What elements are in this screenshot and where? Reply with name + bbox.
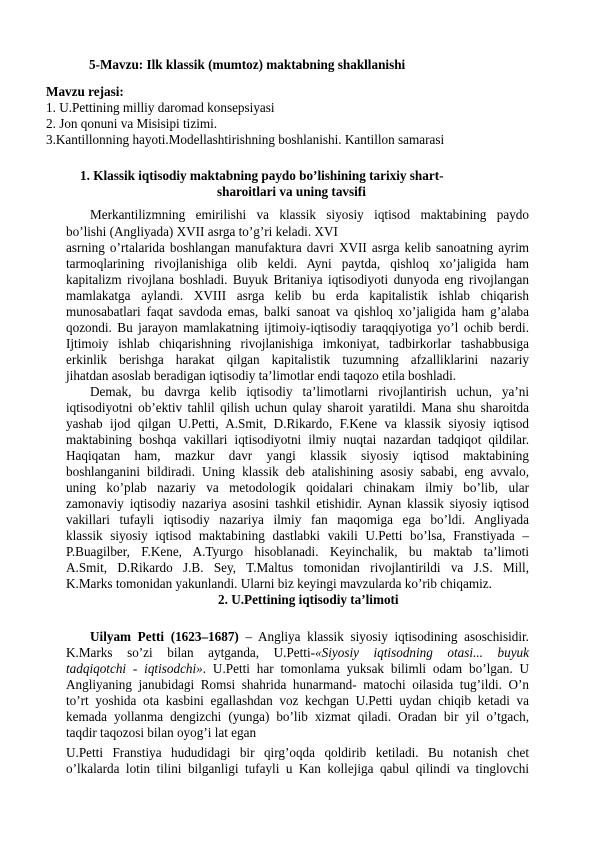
section-heading: 2. U.Pettining iqtisodiy ta’limoti [218,592,399,607]
quote-text: tadqiqotchi - iqtisodchi» [66,661,203,676]
paragraph-line: vakillari tufayli iqtisodiy nazariya ilmiy fan maqomiga ega bo’ldi. Angliyada [66,512,529,527]
paragraph-line: klassik siyosiy iqtisod maktabining dastlabki vakili U.Petti bo’lsa, Franstiyada – [66,528,529,543]
paragraph-line: jihatdan asoslab beradigan iqtisodiy ta’limotlar endi taqozo etila boshladi. [66,368,457,383]
paragraph-line: asrning o’rtalarida boshlangan manufaktura davri XVII asrga kelib sanoatning ayrim [66,240,529,255]
paragraph-line: Demak, bu davrga kelib iqtisodiy ta’limotlarni rivojlantirish uchun, ya’ni [90,384,529,399]
plan-item: 1. U.Pettining milliy daromad konsepsiyasi [46,100,275,115]
paragraph-line: K.Marks tomonidan yakunlandi. Ularni biz keyingi mavzularda ko’rib chiqamiz. [66,576,492,591]
paragraph-line: zamonaviy iqtisodiy nazariya asosini tashkil etishidir. Aynan klassik siyosiy iqtisod [66,496,529,511]
paragraph-line: uning ko’plab nazariy va metodologik qoidalari chinakam ilmiy bo’lib, ular [66,480,529,495]
plan-heading: Mavzu rejasi: [46,84,124,99]
paragraph-line: tarmoqlarining rivojlanishiga olib keldi. Ayni paytda, qishloq xo’jaligida ham [66,256,529,271]
paragraph-line: yashab ijod qilgan U.Petti, A.Smit, D.Rikardo, F.Kene va klassik siyosiy iqtisod [66,416,529,431]
paragraph-line: Angliyaning janubidagi Romsi shahrida hunarmand- matochi oilasida tug’ildi. O’n [66,677,529,692]
paragraph-line: iqtisodiyotni ob’ektiv tahlil qilish uchun qulay sharoit yaratildi. Mana shu sharoitda [66,400,529,415]
paragraph-line: taqdir taqozosi bilan oyog’i lat egan [66,725,257,740]
paragraph-line [66,661,529,677]
paragraph-line: o’lkalarda lotin tilini bilganligi tufayli u Kan kollejiga qabul qilindi va tinglovchi [66,761,529,776]
paragraph-line: boshlanganini bildiradi. Uning klassik deb atalishining asosiy sababi, eng avvalo, [66,464,529,479]
person-name: Uilyam Petti (1623–1687) [90,629,239,644]
paragraph-line: P.Buagilber, F.Kene, A.Tyurgo hisoblanadi. Keyinchalik, bu maktab ta’limoti [66,544,529,559]
paragraph-line [66,645,529,661]
paragraph-line: U.Petti Franstiya hududidagi bir qirg’oqda qoldirib ketiladi. Bu notanish chet [66,745,529,760]
paragraph-line: qozondi. Bu jarayon mamlakatning ijtimoiy-iqtisodiy taraqqiyotiga yo’l ochib berdi. [66,320,529,335]
paragraph-line: A.Smit, D.Rikardo J.B. Sey, T.Maltus tomonidan rivojlantirildi va J.S. Mill, [66,560,529,575]
paragraph-line: to’rt yoshida ota kasbini egallashdan voz kechgan U.Petti uydan chiqib ketadi va [66,693,529,708]
paragraph-text: K.Marks so’zi bilan aytganda, U.Petti- [66,645,316,660]
paragraph-line: maktabining boshqa vakillari iqtisodiyotni ilmiy nuqtai nazardan tadqiqot qildilar. [66,432,529,447]
paragraph-line: Merkantilizmning emirilishi va klassik siyosiy iqtisod maktabining paydo [90,207,529,222]
paragraph-line: kapitalizm rivojlana boshladi. Buyuk Britaniya iqtisodiyoti dunyoda eng rivojlangan [66,272,529,287]
paragraph-line: Haqiqatan ham, mazkur davr yangi klassik siyosiy iqtisod maktabining [66,448,529,463]
quote-text: «Siyosiy iqtisodning otasi... buyuk [315,645,529,660]
paragraph-line: bo’lishi (Angliyada) XVII asrga to’g’ri keladi. XVI [66,224,338,239]
section-heading: 1. Klassik iqtisodiy maktabning paydo bo’lishining tarixiy shart- [80,168,444,183]
plan-item: 2. Jon qonuni va Misisipi tizimi. [46,116,218,131]
paragraph-line: Ijtimoiy ishlab chiqarishning rivojlanishiga imkoniyat, tadbirkorlar tashabbusiga [66,336,529,351]
paragraph-line [90,629,529,645]
paragraph-text: . U.Petti har tomonlama yuksak bilimli odam bo’lgan. U [202,661,529,676]
paragraph-line: munosabatlari faqat savdoda emas, balki sanoat va qishloq xo’jaligida ham g’alaba [66,304,529,319]
paragraph-text: – Angliya klassik siyosiy iqtisodining asoschisidir. [238,629,529,644]
page-title: 5-Mavzu: Ilk klassik (mumtoz) maktabning shakllanishi [89,57,406,72]
paragraph-line: mamlakatga aylandi. XVIII asrga kelib bu erda kapitalistik ishlab chiqarish [66,288,529,303]
paragraph-line: erkinlik berishga harakat qilgan kapitalistik tuzumning afzalliklarini nazariy [66,352,529,367]
plan-item: 3.Kantillonning hayoti.Modellashtirishning boshlanishi. Kantillon samarasi [46,132,445,147]
section-heading: sharoitlari va uning tavsifi [217,184,366,199]
paragraph-line: kemada yollanma dengizchi (yunga) bo’lib xizmat qiladi. Oradan bir yil o’tgach, [66,709,529,724]
